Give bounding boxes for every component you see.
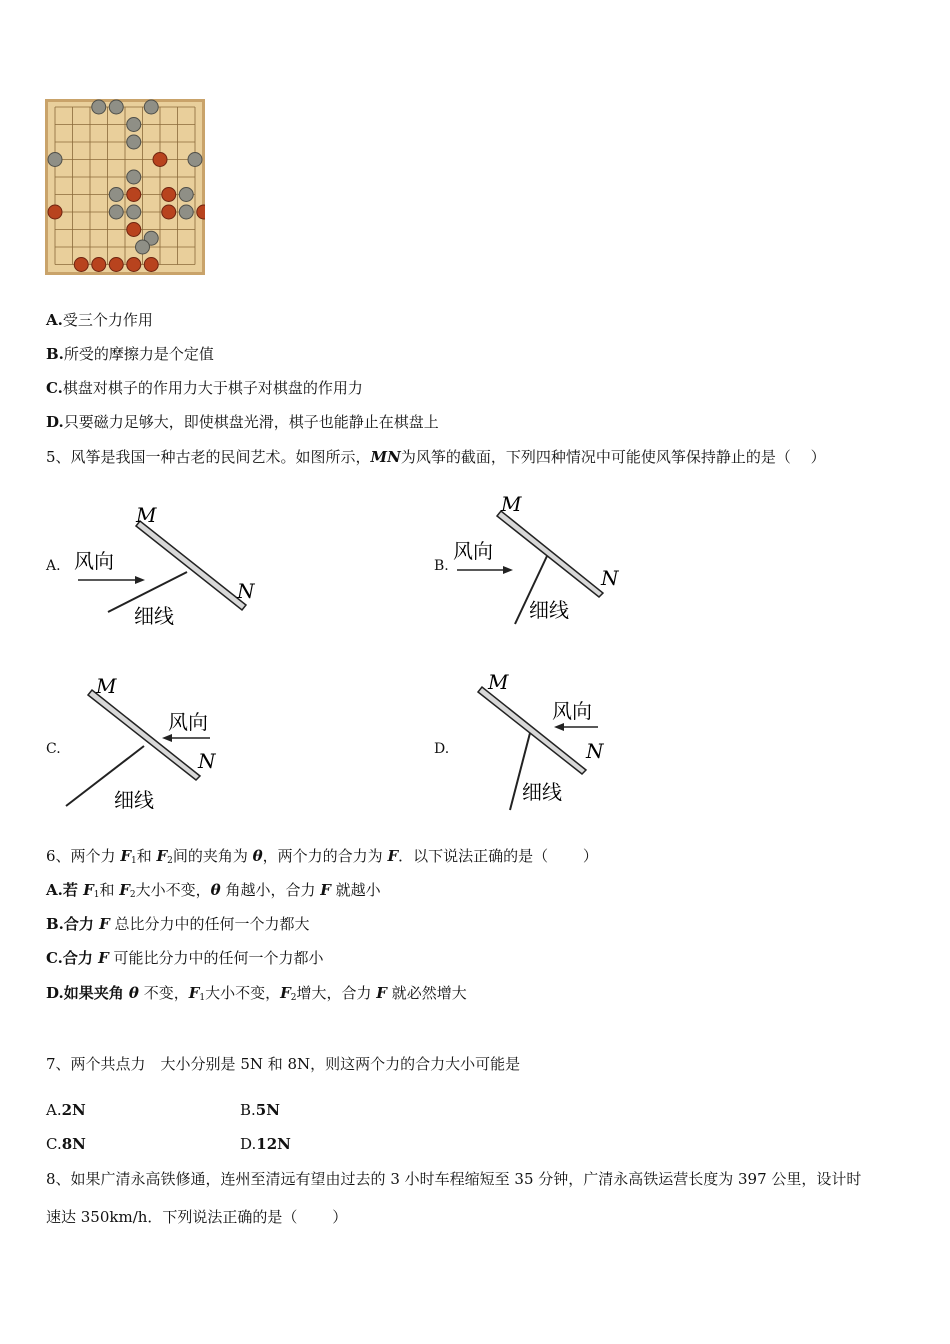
gray-chess-piece <box>127 205 141 219</box>
label-wind: 风向 <box>552 699 592 723</box>
label-string: 细线 <box>522 780 562 804</box>
label-m: M <box>96 674 117 698</box>
gray-chess-piece <box>188 153 202 167</box>
red-chess-piece <box>144 258 158 272</box>
label-wind: 风向 <box>168 710 208 734</box>
red-chess-piece <box>162 205 176 219</box>
q8-stem-line2: 速达 350km/h．下列说法正确的是（ ） <box>46 1208 348 1226</box>
chess-board-figure <box>45 99 205 275</box>
red-chess-piece <box>162 188 176 202</box>
q6-option-b: B.合力 F 总比分力中的任何一个力都大 <box>46 915 310 933</box>
q6-option-a: A.若 $F_1$和 $F_2$大小不变，θ 角越小，合力 F 就越小 <box>46 881 381 900</box>
label-n: N <box>198 749 216 773</box>
kite-figure-b <box>445 490 645 630</box>
label-wind: 风向 <box>453 539 493 563</box>
label-string: 细线 <box>529 598 569 622</box>
gray-chess-piece <box>127 118 141 132</box>
q7-option-a: A.2N <box>46 1101 86 1119</box>
q5-option-a-letter: A. <box>46 558 61 574</box>
red-chess-piece <box>92 258 106 272</box>
red-chess-piece <box>127 223 141 237</box>
gray-chess-piece <box>179 205 193 219</box>
label-wind: 风向 <box>74 549 114 573</box>
red-chess-piece <box>74 258 88 272</box>
gray-chess-piece <box>179 188 193 202</box>
red-chess-piece <box>153 153 167 167</box>
q4-option-d: D.只要磁力足够大，即使棋盘光滑，棋子也能静止在棋盘上 <box>46 413 439 431</box>
label-n: N <box>601 566 619 590</box>
gray-chess-piece <box>109 100 123 114</box>
q4-option-c: C.棋盘对棋子的作用力大于棋子对棋盘的作用力 <box>46 379 363 397</box>
q4-option-b: B.所受的摩擦力是个定值 <box>46 345 214 363</box>
q4-option-a: A.受三个力作用 <box>46 311 153 329</box>
label-m: M <box>136 503 157 527</box>
q7-stem: 7、两个共点力 大小分别是 5N 和 8N，则这两个力的合力大小可能是 <box>46 1055 521 1073</box>
q7-option-b: B.5N <box>240 1101 280 1119</box>
q6-stem: 6、两个力 $F_1$和 $F_2$间的夹角为 θ，两个力的合力为 F．以下说法正确的是（ ） <box>46 847 598 866</box>
gray-chess-piece <box>127 170 141 184</box>
red-chess-piece <box>48 205 62 219</box>
gray-chess-piece <box>48 153 62 167</box>
label-string: 细线 <box>114 788 154 812</box>
kite-figure-c <box>60 673 260 823</box>
red-chess-piece <box>109 258 123 272</box>
gray-chess-piece <box>109 205 123 219</box>
gray-chess-piece <box>127 135 141 149</box>
q7-option-d: D.12N <box>240 1135 291 1153</box>
q6-option-c: C.合力 F 可能比分力中的任何一个力都小 <box>46 949 324 967</box>
kite-figure-a <box>70 500 270 635</box>
label-n: N <box>586 739 604 763</box>
red-chess-piece <box>127 188 141 202</box>
q5-stem: 5、风筝是我国一种古老的民间艺术。如图所示，MN为风筝的截面，下列四种情况中可能使风筝保持静止的是（ ） <box>46 448 826 466</box>
label-string: 细线 <box>134 604 174 628</box>
q8-stem-line1: 8、如果广清永高铁修通，连州至清远有望由过去的 3 小时车程缩短至 35 分钟，广清永高铁运营长度为 397 公里，设计时 <box>46 1170 862 1188</box>
kite-figure-d <box>460 670 630 815</box>
q5-option-d-letter: D. <box>434 741 450 757</box>
gray-chess-piece <box>109 188 123 202</box>
red-chess-piece <box>127 258 141 272</box>
gray-chess-piece <box>144 100 158 114</box>
q6-option-d: D.如果夹角 θ 不变，$F_1$大小不变，$F_2$增大，合力 F 就必然增大 <box>46 984 467 1003</box>
label-m: M <box>488 670 509 694</box>
gray-chess-piece <box>92 100 106 114</box>
gray-chess-piece <box>136 240 150 254</box>
q5-option-b-letter: B. <box>434 558 449 574</box>
label-n: N <box>237 579 255 603</box>
label-m: M <box>501 492 522 516</box>
q7-option-c: C.8N <box>46 1135 86 1153</box>
q5-option-c-letter: C. <box>46 741 61 757</box>
